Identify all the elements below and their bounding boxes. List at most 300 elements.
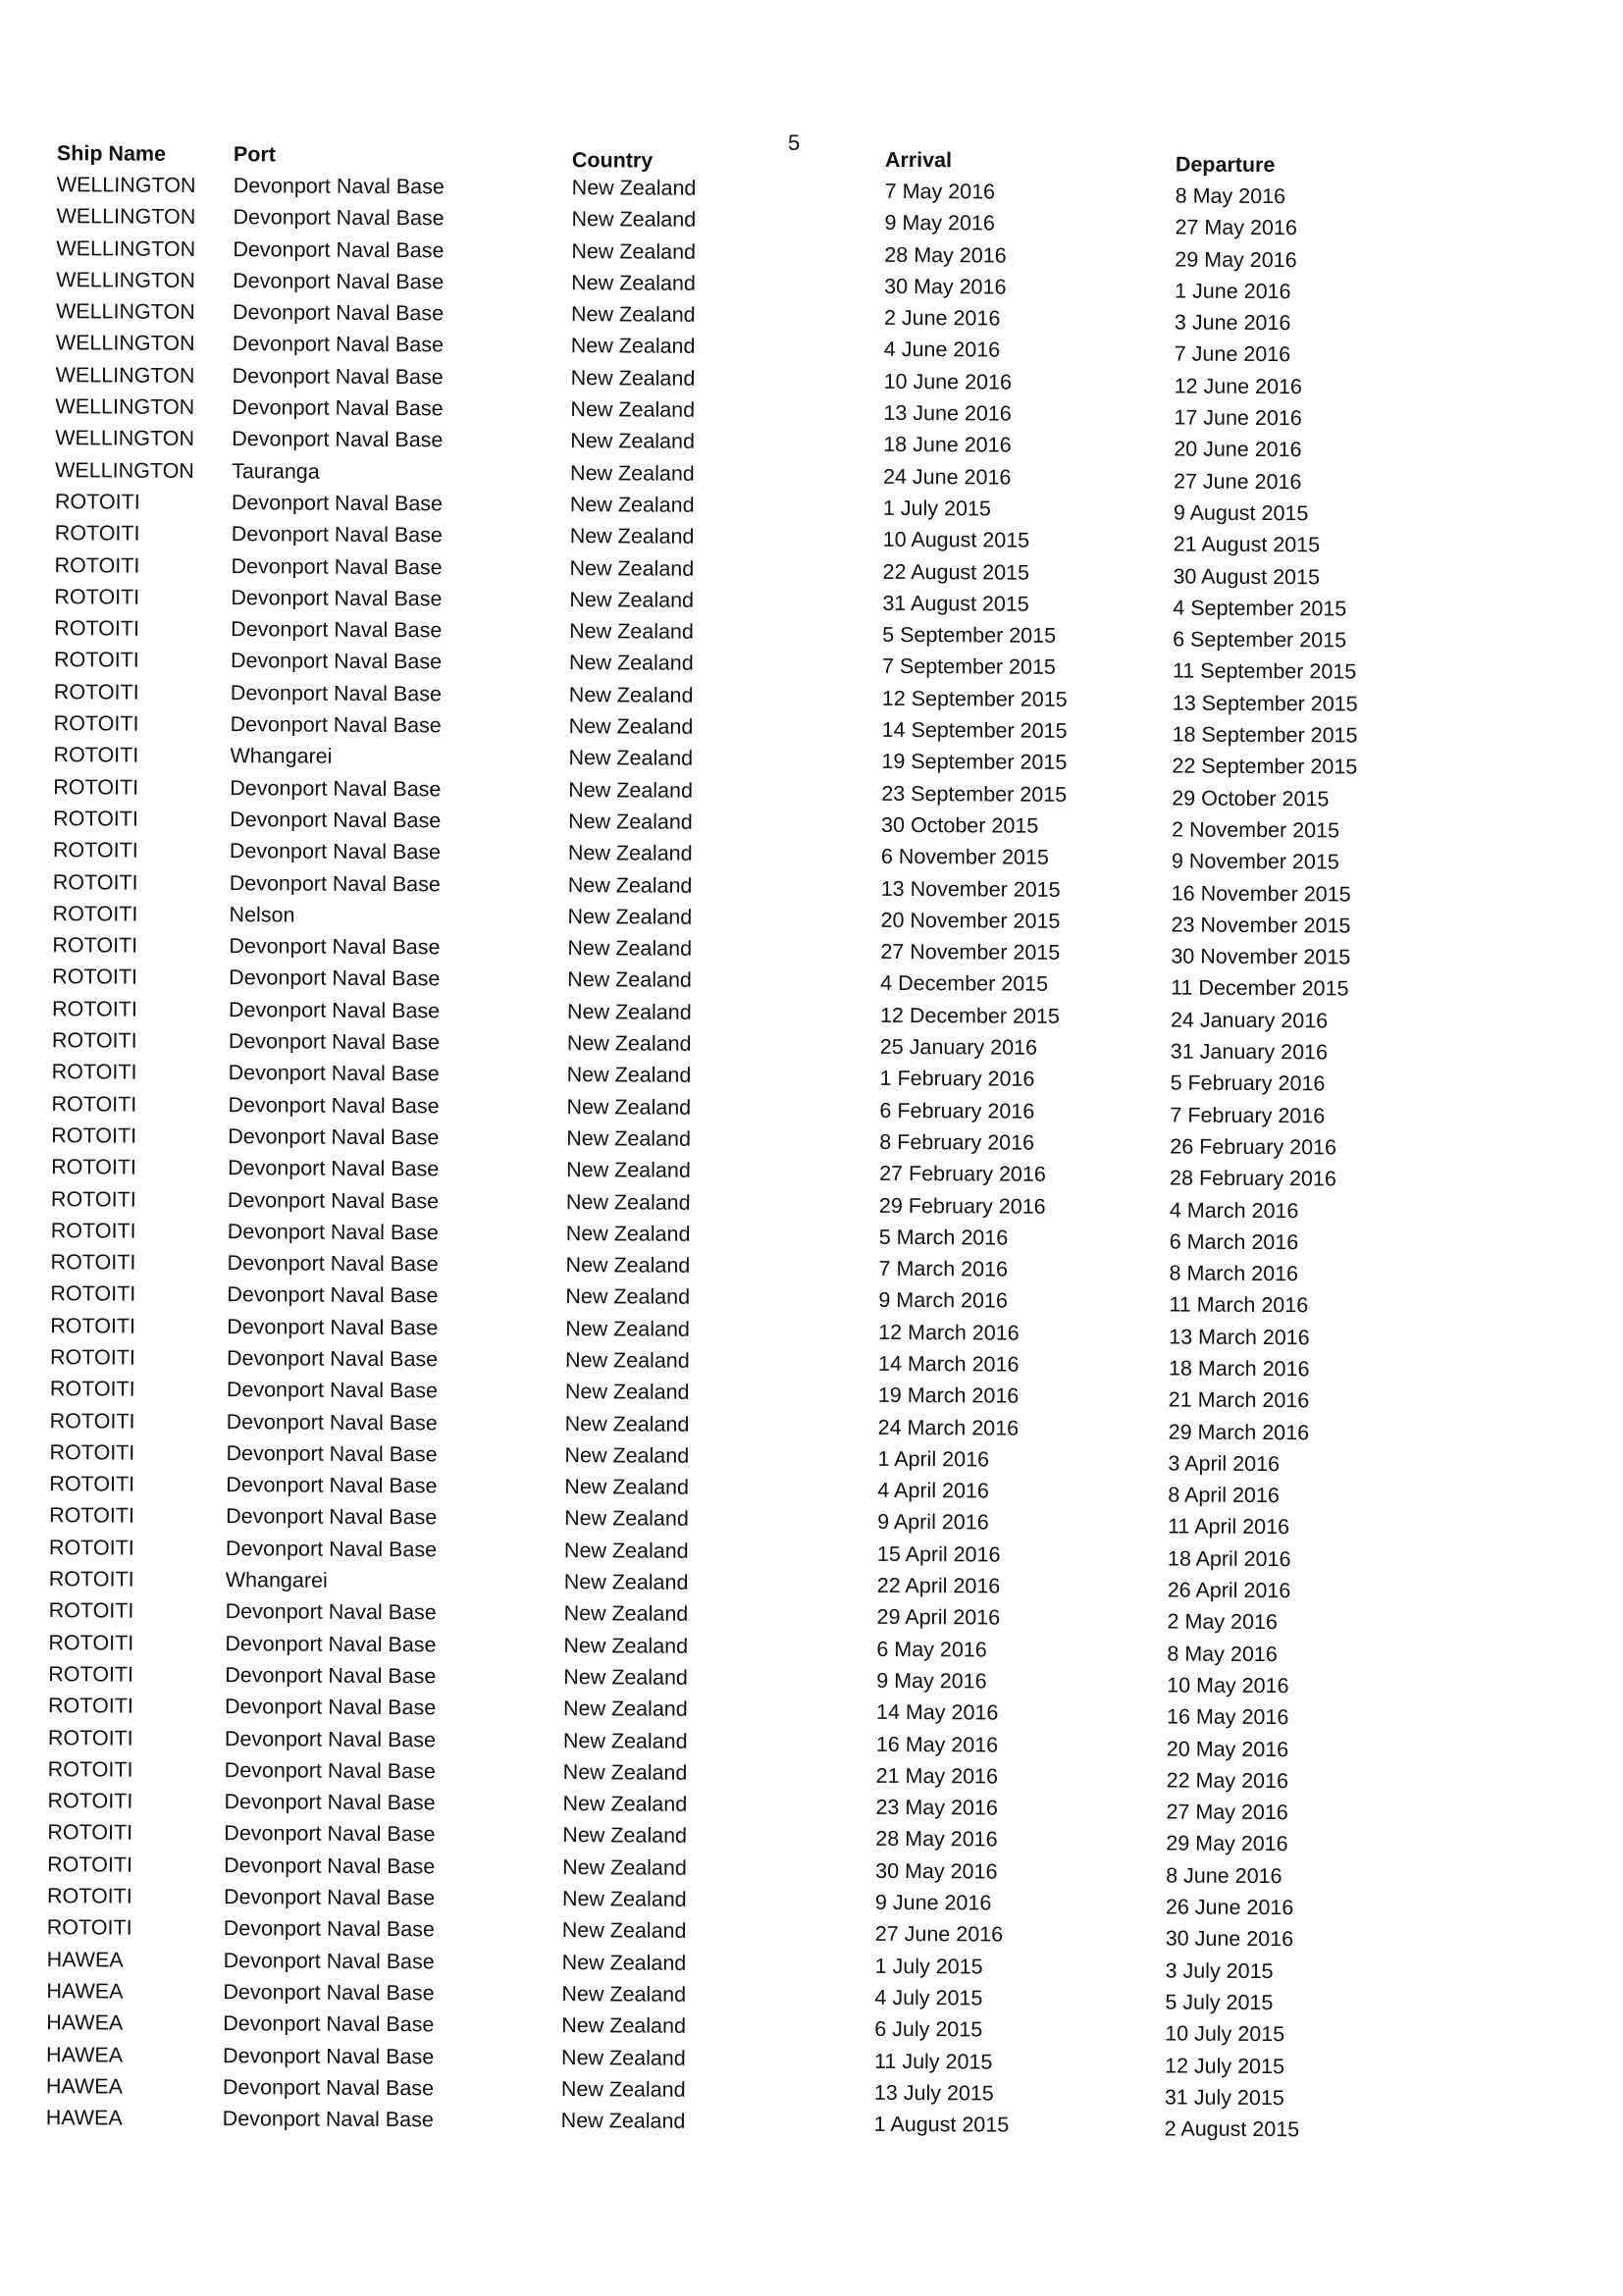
port-cell: Devonport Naval Base [231, 522, 443, 548]
ship-name-cell: HAWEA [45, 2106, 123, 2130]
port-cell: Devonport Naval Base [226, 1346, 439, 1372]
arrival-cell: 2 June 2016 [883, 306, 1001, 331]
ship-name-cell: ROTOITI [52, 838, 138, 862]
port-cell: Devonport Naval Base [223, 1980, 435, 2006]
port-cell: Devonport Naval Base [226, 1473, 438, 1498]
table-body [19, 169, 1560, 2142]
ship-name-cell: ROTOITI [49, 1503, 135, 1529]
arrival-cell: 4 June 2016 [883, 338, 1001, 363]
arrival-cell: 10 June 2016 [883, 369, 1013, 394]
departure-cell: 21 August 2015 [1173, 532, 1321, 557]
port-cell: Devonport Naval Base [224, 1757, 436, 1784]
departure-cell: 18 September 2015 [1172, 722, 1358, 748]
departure-cell: 11 September 2015 [1172, 658, 1357, 685]
departure-cell: 8 May 2016 [1167, 1642, 1278, 1666]
ship-name-cell: ROTOITI [46, 1915, 132, 1940]
country-cell: New Zealand [569, 587, 695, 612]
departure-cell: 22 September 2015 [1172, 754, 1358, 779]
departure-cell: 26 February 2016 [1170, 1134, 1337, 1160]
arrival-cell: 27 June 2016 [874, 1922, 1004, 1947]
country-cell: New Zealand [570, 460, 695, 486]
header-port: Port [233, 142, 276, 167]
departure-cell: 30 August 2015 [1173, 564, 1321, 589]
ship-name-cell: ROTOITI [54, 552, 140, 578]
port-cell: Devonport Naval Base [233, 236, 445, 262]
country-cell: New Zealand [565, 1221, 691, 1246]
ship-name-cell: ROTOITI [47, 1820, 133, 1846]
ship-name-cell: ROTOITI [49, 1345, 135, 1370]
country-cell: New Zealand [570, 365, 696, 391]
port-cell: Devonport Naval Base [223, 1948, 435, 1973]
arrival-cell: 13 July 2015 [873, 2080, 994, 2106]
country-cell: New Zealand [563, 1601, 689, 1627]
departure-cell: 1 June 2016 [1175, 279, 1291, 304]
ship-name-cell: ROTOITI [50, 1218, 136, 1243]
ship-name-cell: ROTOITI [49, 1408, 135, 1434]
country-cell: New Zealand [567, 904, 693, 929]
country-cell: New Zealand [571, 270, 696, 295]
ship-name-cell: ROTOITI [47, 1852, 133, 1877]
departure-cell: 28 February 2016 [1170, 1166, 1336, 1191]
country-cell: New Zealand [570, 334, 696, 359]
country-cell: New Zealand [569, 493, 695, 517]
departure-cell: 23 November 2015 [1171, 913, 1351, 938]
ship-name-cell: ROTOITI [50, 1250, 136, 1275]
arrival-cell: 8 February 2016 [879, 1129, 1035, 1155]
port-cell: Devonport Naval Base [227, 1187, 440, 1213]
header-departure: Departure [1175, 152, 1276, 178]
arrival-cell: 4 April 2016 [877, 1479, 989, 1503]
departure-cell: 11 December 2015 [1171, 975, 1349, 1001]
country-cell: New Zealand [566, 1031, 692, 1056]
arrival-cell: 16 May 2016 [875, 1732, 999, 1757]
arrival-cell: 7 September 2015 [881, 654, 1056, 680]
arrival-cell: 22 August 2015 [882, 559, 1030, 585]
country-cell: New Zealand [565, 1316, 690, 1341]
header-country: Country [571, 148, 654, 173]
port-cell: Devonport Naval Base [223, 1885, 436, 1910]
arrival-cell: 1 February 2016 [879, 1067, 1035, 1092]
departure-cell: 18 April 2016 [1167, 1546, 1291, 1571]
country-cell: New Zealand [567, 872, 693, 898]
country-cell: New Zealand [569, 619, 694, 644]
arrival-cell: 19 March 2016 [877, 1383, 1020, 1408]
port-cell: Devonport Naval Base [227, 1219, 439, 1245]
port-cell: Devonport Naval Base [232, 427, 444, 452]
ship-name-cell: ROTOITI [54, 616, 140, 641]
ship-name-cell: WELLINGTON [56, 268, 196, 292]
ship-name-cell: ROTOITI [53, 743, 139, 767]
ship-name-cell: ROTOITI [47, 1756, 133, 1782]
country-cell: New Zealand [563, 1538, 689, 1563]
departure-cell: 16 November 2015 [1171, 881, 1351, 907]
arrival-cell: 6 May 2016 [876, 1637, 987, 1662]
port-cell: Nelson [229, 902, 295, 927]
ship-name-cell: ROTOITI [50, 1281, 136, 1307]
country-cell: New Zealand [564, 1475, 690, 1499]
arrival-cell: 27 November 2015 [880, 939, 1061, 965]
arrival-cell: 20 November 2015 [880, 908, 1061, 933]
country-cell: New Zealand [567, 841, 693, 866]
departure-cell: 5 July 2015 [1165, 1990, 1274, 2015]
departure-cell: 9 November 2015 [1171, 849, 1339, 874]
port-cell: Devonport Naval Base [225, 1663, 437, 1689]
ship-name-cell: ROTOITI [49, 1472, 135, 1496]
ship-name-cell: ROTOITI [52, 965, 138, 990]
departure-cell: 3 July 2015 [1165, 1958, 1274, 1983]
arrival-cell: 6 November 2015 [880, 845, 1049, 870]
arrival-cell: 30 May 2016 [884, 274, 1007, 299]
arrival-cell: 12 December 2015 [879, 1003, 1060, 1028]
port-cell: Devonport Naval Base [231, 586, 443, 611]
country-cell: New Zealand [566, 1063, 692, 1088]
departure-cell: 30 June 2016 [1165, 1926, 1294, 1952]
arrival-cell: 1 April 2016 [877, 1446, 990, 1472]
port-cell: Whangarei [225, 1568, 328, 1592]
country-cell: New Zealand [568, 809, 693, 834]
country-cell: New Zealand [560, 2109, 686, 2133]
page-number: 5 [788, 130, 801, 155]
country-cell: New Zealand [564, 1348, 690, 1373]
arrival-cell: 1 July 2015 [874, 1954, 983, 1979]
port-cell: Devonport Naval Base [231, 491, 444, 516]
country-cell: New Zealand [561, 1887, 687, 1911]
departure-cell: 3 April 2016 [1168, 1451, 1281, 1477]
country-cell: New Zealand [570, 302, 696, 327]
ship-name-cell: WELLINGTON [55, 331, 195, 356]
port-cell: Devonport Naval Base [232, 395, 444, 421]
departure-cell: 8 March 2016 [1169, 1261, 1299, 1286]
port-cell: Devonport Naval Base [229, 870, 441, 896]
ship-name-cell: WELLINGTON [55, 299, 195, 325]
country-cell: New Zealand [561, 1981, 687, 2007]
country-cell: New Zealand [564, 1411, 690, 1436]
port-cell: Whangarei [230, 744, 333, 769]
arrival-cell: 19 September 2015 [881, 750, 1068, 775]
ship-name-cell: ROTOITI [52, 901, 138, 926]
country-cell: New Zealand [562, 1854, 687, 1880]
departure-cell: 26 June 2016 [1165, 1895, 1294, 1920]
port-cell: Devonport Naval Base [230, 712, 442, 738]
ship-name-cell: ROTOITI [48, 1630, 134, 1655]
country-cell: New Zealand [563, 1665, 688, 1690]
arrival-cell: 5 March 2016 [878, 1225, 1009, 1250]
ship-name-cell: ROTOITI [52, 869, 138, 895]
port-cell: Devonport Naval Base [226, 1441, 438, 1467]
arrival-cell: 23 September 2015 [881, 781, 1068, 807]
arrival-cell: 9 April 2016 [877, 1510, 989, 1535]
country-cell: New Zealand [561, 1950, 687, 1975]
ship-name-cell: ROTOITI [53, 711, 139, 736]
arrival-cell: 6 July 2015 [874, 2017, 983, 2042]
port-cell: Devonport Naval Base [223, 2043, 435, 2068]
departure-cell: 10 July 2015 [1165, 2021, 1285, 2047]
country-cell: New Zealand [564, 1442, 690, 1468]
port-cell: Devonport Naval Base [227, 1314, 439, 1340]
port-cell: Devonport Naval Base [230, 680, 443, 706]
country-cell: New Zealand [566, 1158, 691, 1182]
port-cell: Devonport Naval Base [225, 1536, 438, 1562]
country-cell: New Zealand [568, 777, 694, 803]
departure-cell: 10 May 2016 [1167, 1673, 1289, 1698]
ship-name-cell: ROTOITI [52, 933, 138, 958]
country-cell: New Zealand [568, 714, 694, 739]
arrival-cell: 27 February 2016 [879, 1162, 1046, 1187]
departure-cell: 5 February 2016 [1170, 1070, 1326, 1096]
port-cell: Devonport Naval Base [233, 269, 445, 294]
country-cell: New Zealand [563, 1570, 689, 1594]
arrival-cell: 5 September 2015 [882, 623, 1057, 649]
country-cell: New Zealand [569, 555, 695, 581]
port-cell: Devonport Naval Base [224, 1726, 437, 1751]
port-cell: Devonport Naval Base [229, 965, 441, 991]
country-cell: New Zealand [568, 651, 694, 676]
arrival-cell: 28 May 2016 [884, 242, 1007, 268]
country-cell: New Zealand [571, 207, 697, 233]
ship-name-cell: ROTOITI [49, 1440, 135, 1465]
country-cell: New Zealand [564, 1380, 690, 1405]
ship-name-cell: ROTOITI [51, 1123, 137, 1148]
arrival-cell: 24 March 2016 [877, 1415, 1020, 1440]
arrival-cell: 29 February 2016 [878, 1193, 1046, 1219]
departure-cell: 11 April 2016 [1168, 1514, 1290, 1539]
departure-cell: 12 July 2015 [1164, 2054, 1285, 2078]
ship-name-cell: WELLINGTON [56, 204, 196, 230]
departure-cell: 7 February 2016 [1170, 1103, 1326, 1127]
ship-name-cell: ROTOITI [51, 1155, 137, 1179]
arrival-cell: 31 August 2015 [882, 591, 1029, 616]
ship-name-cell: ROTOITI [53, 807, 139, 831]
arrival-cell: 9 March 2016 [878, 1288, 1008, 1313]
country-cell: New Zealand [562, 1696, 688, 1722]
departure-cell: 6 September 2015 [1173, 627, 1347, 652]
arrival-cell: 4 July 2015 [874, 1985, 983, 2010]
port-cell: Devonport Naval Base [225, 1599, 437, 1625]
port-cell: Devonport Naval Base [232, 300, 445, 326]
port-cell: Devonport Naval Base [228, 1124, 440, 1150]
departure-cell: 29 May 2016 [1166, 1831, 1288, 1856]
port-cell: Tauranga [232, 458, 320, 484]
departure-cell: 8 May 2016 [1175, 183, 1286, 209]
departure-cell: 27 May 2016 [1175, 215, 1297, 240]
port-cell: Devonport Naval Base [232, 363, 444, 390]
arrival-cell: 14 March 2016 [877, 1351, 1020, 1377]
arrival-cell: 7 May 2016 [884, 179, 996, 204]
port-cell: Devonport Naval Base [232, 332, 445, 357]
departure-cell: 29 October 2015 [1172, 786, 1330, 811]
arrival-cell: 13 November 2015 [880, 876, 1061, 902]
ship-name-cell: ROTOITI [47, 1789, 133, 1813]
arrival-cell: 29 April 2016 [876, 1605, 1001, 1630]
ship-name-cell: ROTOITI [53, 648, 139, 673]
port-cell: Devonport Naval Base [228, 1029, 441, 1055]
port-cell: Devonport Naval Base [229, 839, 442, 864]
departure-cell: 4 September 2015 [1173, 596, 1347, 621]
arrival-cell: 10 August 2015 [882, 528, 1030, 552]
arrival-cell: 4 December 2015 [880, 971, 1049, 997]
header-ship-name: Ship Name [56, 141, 167, 166]
ship-name-cell: WELLINGTON [55, 362, 195, 388]
arrival-cell: 15 April 2016 [876, 1541, 1001, 1567]
departure-cell: 8 June 2016 [1166, 1863, 1283, 1888]
ship-name-cell: ROTOITI [53, 679, 139, 704]
departure-cell: 29 March 2016 [1168, 1420, 1310, 1444]
port-cell: Devonport Naval Base [230, 649, 443, 674]
ship-name-cell: HAWEA [46, 1947, 124, 1972]
country-cell: New Zealand [568, 682, 694, 707]
country-cell: New Zealand [561, 1918, 687, 1944]
country-cell: New Zealand [569, 524, 695, 549]
ship-name-cell: ROTOITI [48, 1535, 134, 1560]
port-cell: Devonport Naval Base [228, 1156, 440, 1181]
departure-cell: 13 March 2016 [1169, 1325, 1310, 1349]
ship-name-cell: WELLINGTON [55, 457, 194, 483]
port-cell: Devonport Naval Base [224, 1852, 436, 1879]
ship-name-cell: WELLINGTON [56, 173, 196, 197]
ship-name-cell: ROTOITI [48, 1662, 134, 1687]
arrival-cell: 21 May 2016 [875, 1763, 999, 1789]
arrival-cell: 14 May 2016 [875, 1700, 999, 1725]
departure-cell: 12 June 2016 [1174, 374, 1302, 399]
port-cell: Devonport Naval Base [231, 617, 443, 643]
port-cell: Devonport Naval Base [233, 205, 445, 231]
header-arrival: Arrival [884, 147, 953, 173]
ship-name-cell: ROTOITI [48, 1567, 134, 1592]
departure-cell: 2 May 2016 [1167, 1609, 1278, 1635]
country-cell: New Zealand [562, 1792, 688, 1816]
arrival-cell: 12 March 2016 [878, 1320, 1020, 1345]
port-cell: Devonport Naval Base [230, 808, 442, 833]
country-cell: New Zealand [566, 1125, 692, 1151]
ship-name-cell: ROTOITI [48, 1598, 134, 1623]
ship-name-cell: HAWEA [46, 2042, 124, 2067]
departure-cell: 16 May 2016 [1166, 1704, 1289, 1730]
arrival-cell: 30 May 2016 [875, 1858, 998, 1884]
port-cell: Devonport Naval Base [225, 1695, 437, 1720]
port-cell: Devonport Naval Base [224, 1790, 436, 1815]
arrival-cell: 14 September 2015 [881, 717, 1068, 743]
arrival-cell: 13 June 2016 [883, 400, 1012, 426]
port-cell: Devonport Naval Base [227, 1282, 439, 1308]
arrival-cell: 9 May 2016 [876, 1668, 987, 1694]
port-cell: Devonport Naval Base [222, 2074, 435, 2101]
port-cell: Devonport Naval Base [230, 775, 442, 801]
departure-cell: 17 June 2016 [1174, 405, 1302, 431]
ship-name-cell: ROTOITI [47, 1725, 133, 1750]
country-cell: New Zealand [564, 1506, 689, 1532]
ship-name-cell: HAWEA [45, 2073, 124, 2099]
ship-name-cell: ROTOITI [51, 1028, 137, 1053]
arrival-cell: 22 April 2016 [876, 1573, 1001, 1598]
country-cell: New Zealand [571, 238, 697, 264]
departure-cell: 2 November 2015 [1172, 817, 1340, 843]
port-cell: Devonport Naval Base [222, 2107, 434, 2132]
country-cell: New Zealand [565, 1253, 691, 1278]
port-cell: Devonport Naval Base [225, 1631, 437, 1656]
ship-name-cell: ROTOITI [46, 1884, 132, 1908]
departure-cell: 20 May 2016 [1166, 1737, 1289, 1761]
departure-cell: 4 March 2016 [1169, 1198, 1299, 1223]
port-cell: Devonport Naval Base [223, 2011, 435, 2037]
departure-cell: 22 May 2016 [1166, 1768, 1289, 1794]
port-cell: Devonport Naval Base [227, 1251, 439, 1277]
departure-cell: 21 March 2016 [1168, 1387, 1310, 1413]
country-cell: New Zealand [566, 999, 692, 1024]
port-cell: Devonport Naval Base [233, 174, 445, 199]
ship-name-cell: WELLINGTON [55, 394, 195, 420]
country-cell: New Zealand [567, 967, 692, 993]
departure-cell: 20 June 2016 [1174, 437, 1302, 462]
departure-cell: 2 August 2015 [1164, 2116, 1300, 2142]
country-cell: New Zealand [571, 176, 697, 200]
country-cell: New Zealand [563, 1633, 689, 1658]
arrival-cell: 18 June 2016 [883, 433, 1012, 457]
arrival-cell: 28 May 2016 [875, 1827, 998, 1852]
departure-cell: 30 November 2015 [1171, 944, 1351, 969]
arrival-cell: 1 July 2015 [882, 496, 991, 521]
arrival-cell: 7 March 2016 [878, 1256, 1009, 1281]
departure-cell: 7 June 2016 [1174, 342, 1291, 367]
arrival-cell: 1 August 2015 [873, 2112, 1010, 2137]
arrival-cell: 9 June 2016 [874, 1890, 992, 1915]
country-cell: New Zealand [562, 1728, 688, 1753]
departure-cell: 11 March 2016 [1169, 1292, 1309, 1318]
country-cell: New Zealand [562, 1823, 688, 1849]
arrival-cell: 24 June 2016 [883, 464, 1012, 490]
departure-cell: 31 January 2016 [1170, 1039, 1329, 1065]
ship-name-cell: ROTOITI [48, 1694, 133, 1718]
ship-name-cell: ROTOITI [50, 1186, 136, 1212]
port-cell: Devonport Naval Base [223, 1916, 435, 1942]
country-cell: New Zealand [561, 2045, 686, 2070]
arrival-cell: 30 October 2015 [881, 812, 1039, 838]
port-cell: Devonport Naval Base [226, 1409, 438, 1435]
ship-name-cell: ROTOITI [51, 1091, 137, 1117]
ship-name-cell: HAWEA [46, 1979, 124, 2004]
country-cell: New Zealand [568, 746, 694, 771]
port-cell: Devonport Naval Base [228, 1092, 440, 1118]
arrival-cell: 11 July 2015 [873, 2049, 993, 2074]
ship-name-cell: ROTOITI [50, 1313, 136, 1338]
country-cell: New Zealand [570, 429, 696, 454]
country-cell: New Zealand [570, 397, 696, 422]
ship-name-cell: ROTOITI [51, 1060, 137, 1084]
arrival-cell: 23 May 2016 [875, 1795, 998, 1820]
departure-cell: 24 January 2016 [1170, 1008, 1329, 1033]
port-cell: Devonport Naval Base [228, 1061, 440, 1086]
ship-name-cell: HAWEA [46, 2010, 124, 2035]
ship-name-cell: ROTOITI [53, 774, 139, 800]
departure-cell: 27 May 2016 [1166, 1800, 1288, 1825]
country-cell: New Zealand [566, 1094, 692, 1120]
departure-cell: 9 August 2015 [1173, 500, 1309, 526]
departure-cell: 26 April 2016 [1167, 1578, 1291, 1603]
country-cell: New Zealand [560, 2076, 686, 2102]
port-cell: Devonport Naval Base [229, 934, 441, 960]
ship-name-cell: ROTOITI [54, 521, 140, 546]
ship-name-cell: ROTOITI [51, 996, 137, 1021]
arrival-cell: 6 February 2016 [879, 1098, 1035, 1123]
port-cell: Devonport Naval Base [226, 1378, 439, 1403]
arrival-cell: 25 January 2016 [879, 1034, 1038, 1060]
country-cell: New Zealand [565, 1189, 691, 1215]
ship-name-cell: WELLINGTON [55, 426, 195, 451]
ship-port-schedule-table [19, 137, 1560, 2142]
port-cell: Devonport Naval Base [228, 997, 441, 1023]
departure-cell: 3 June 2016 [1174, 310, 1291, 336]
country-cell: New Zealand [562, 1759, 688, 1785]
ship-name-cell: ROTOITI [54, 585, 140, 609]
